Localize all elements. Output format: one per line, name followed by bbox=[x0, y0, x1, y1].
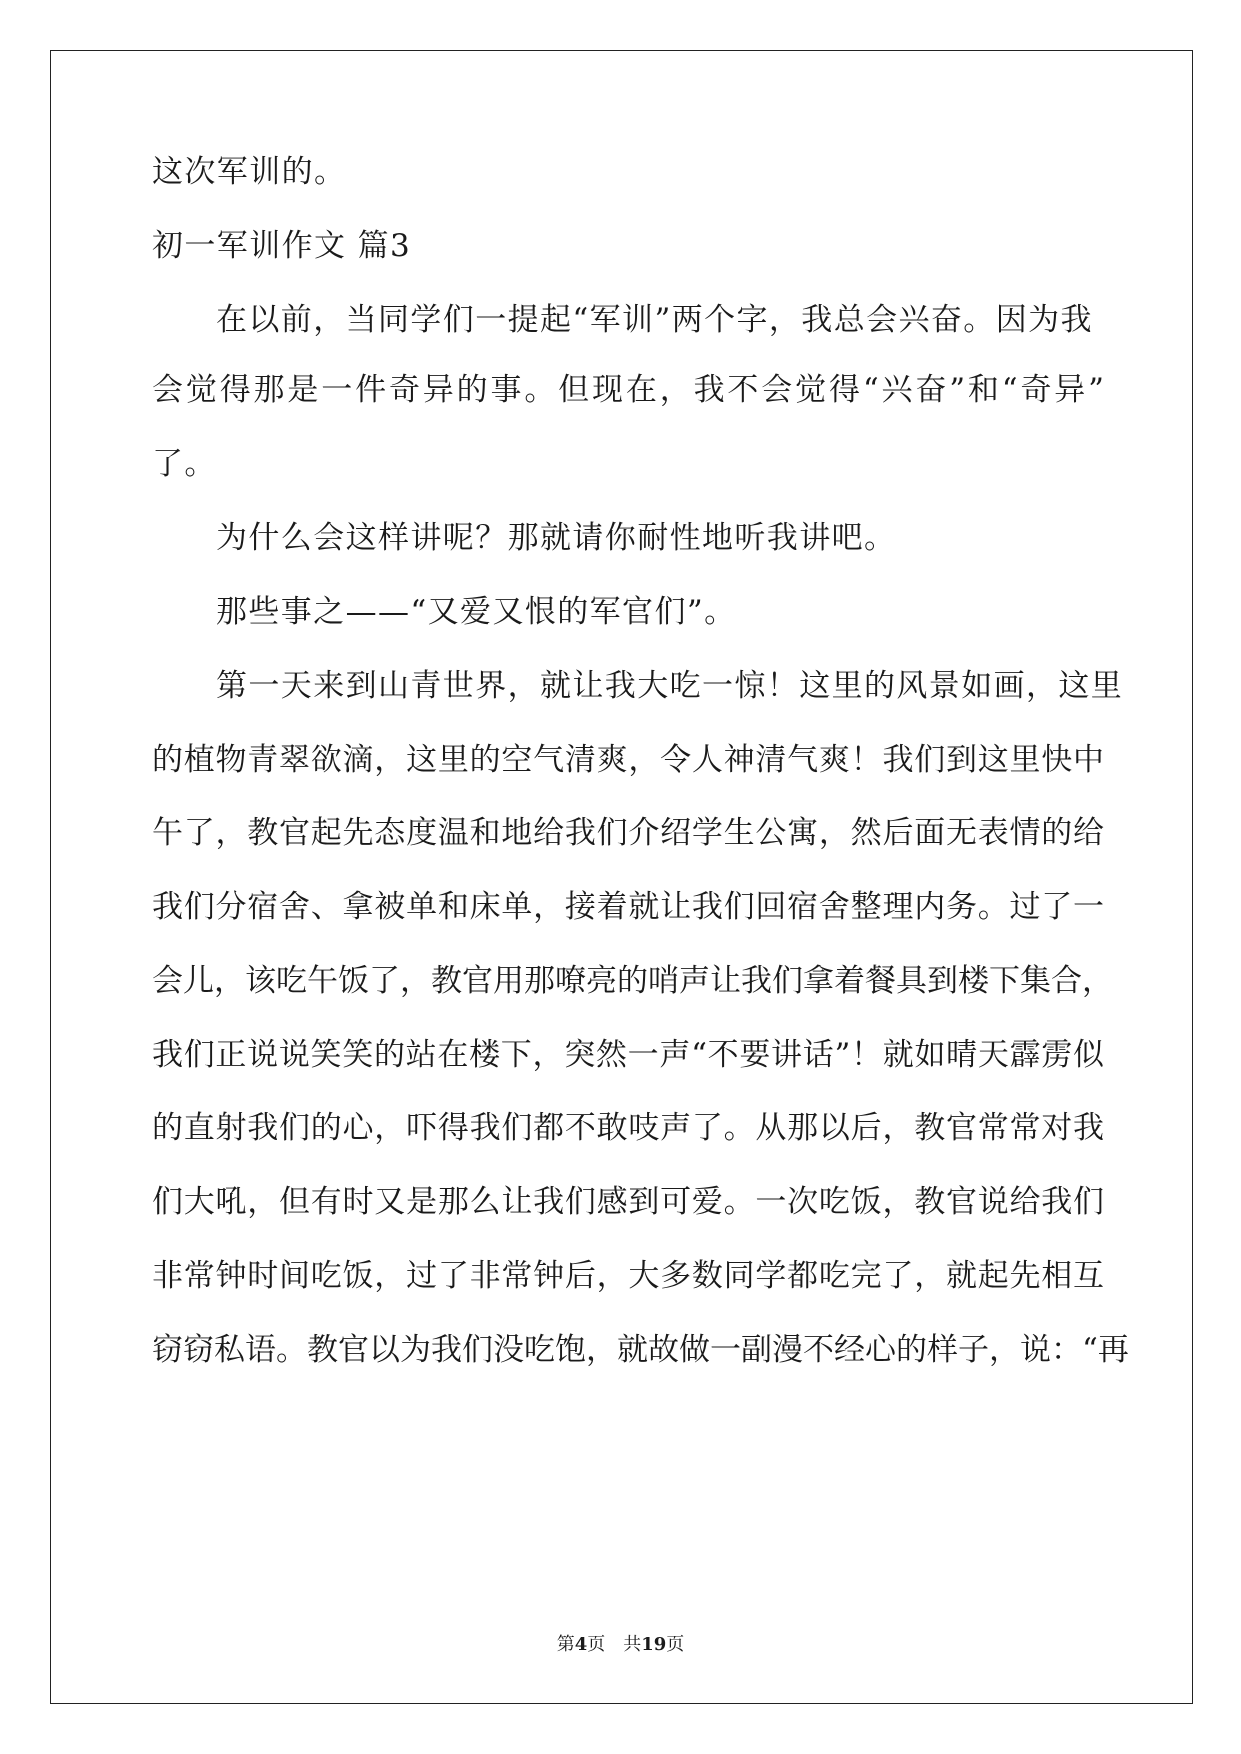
page-mid: 页 共 bbox=[587, 1634, 642, 1655]
current-page-number: 4 bbox=[574, 1634, 588, 1655]
page-border bbox=[50, 50, 1193, 1704]
paragraph-line: 午了，教官起先态度温和地给我们介绍学生公寓，然后面无表情的给 bbox=[152, 815, 1104, 851]
paragraph-line: 会儿，该吃午饭了，教官用那嘹亮的哨声让我们拿着餐具到楼下集合， bbox=[152, 963, 1113, 999]
section-heading: 初一军训作文 篇3 bbox=[152, 228, 412, 264]
paragraph-line: 窃窃私语。教官以为我们没吃饱，就故做一副漫不经心的样子，说：“再 bbox=[152, 1332, 1129, 1368]
paragraph-line: 了。 bbox=[152, 446, 217, 482]
total-page-number: 19 bbox=[641, 1634, 667, 1655]
paragraph-line: 的直射我们的心，吓得我们都不敢吱声了。从那以后，教官常常对我 bbox=[152, 1110, 1104, 1146]
page-footer bbox=[0, 1630, 1241, 1656]
text-line: 这次军训的。 bbox=[152, 154, 347, 190]
paragraph-line: 在以前，当同学们一提起“军训”两个字，我总会兴奋。因为我 bbox=[216, 302, 1093, 338]
page-suffix: 页 bbox=[666, 1634, 685, 1655]
paragraph-line: 会觉得那是一件奇异的事。但现在，我不会觉得“兴奋”和“奇异” bbox=[152, 372, 1104, 408]
paragraph-line: 我们正说说笑笑的站在楼下，突然一声“不要讲话”！就如晴天霹雳似 bbox=[152, 1037, 1104, 1073]
page-prefix: 第 bbox=[556, 1634, 575, 1655]
paragraph-line: 为什么会这样讲呢？那就请你耐性地听我讲吧。 bbox=[216, 520, 897, 556]
paragraph-line: 第一天来到山青世界，就让我大吃一惊！这里的风景如画，这里 bbox=[216, 668, 1124, 704]
paragraph-line: 非常钟时间吃饭，过了非常钟后，大多数同学都吃完了，就起先相互 bbox=[152, 1258, 1104, 1294]
paragraph-line: 们大吼，但有时又是那么让我们感到可爱。一次吃饭，教官说给我们 bbox=[152, 1184, 1104, 1220]
paragraph-line: 那些事之——“又爱又恨的军官们”。 bbox=[216, 594, 737, 630]
paragraph-line: 的植物青翠欲滴，这里的空气清爽，令人神清气爽！我们到这里快中 bbox=[152, 742, 1104, 778]
paragraph-line: 我们分宿舍、拿被单和床单，接着就让我们回宿舍整理内务。过了一 bbox=[152, 889, 1104, 925]
